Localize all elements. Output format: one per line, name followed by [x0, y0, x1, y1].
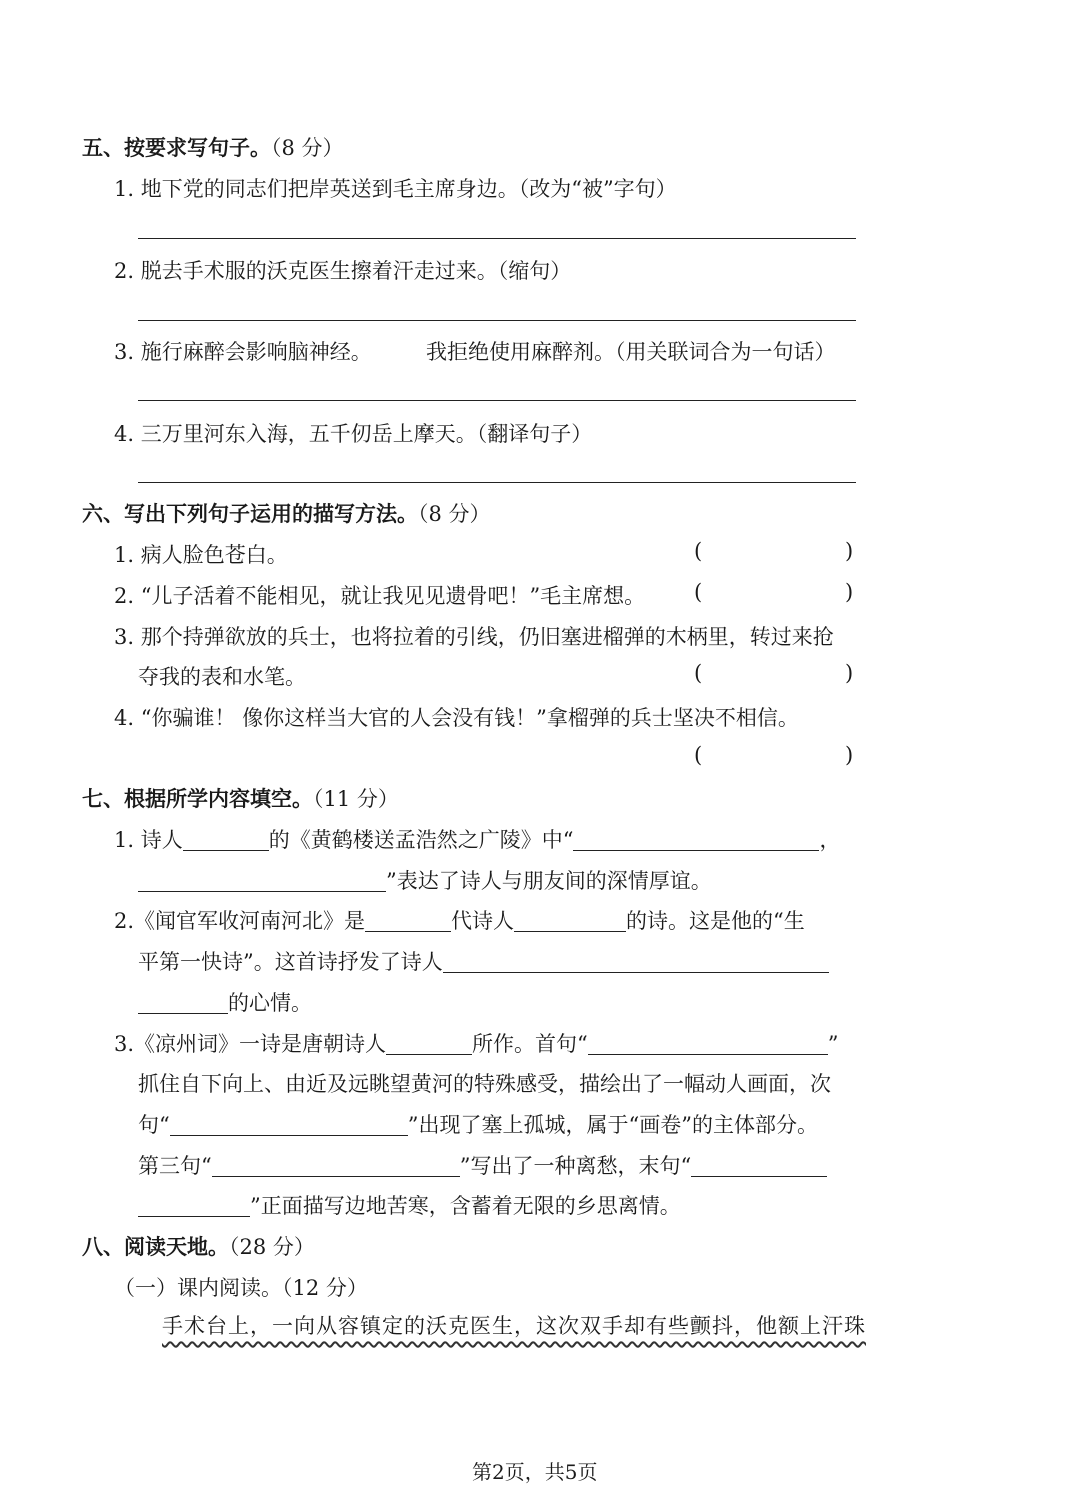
s5-item-2: 2. 脱去手术服的沃克医生擦着汗走过来。（缩句）: [114, 259, 572, 283]
answer-paren-close: ): [845, 580, 854, 604]
s7-q1-line1: 1. 诗人 的《黄鹤楼送孟浩然之广陵》中“ ，: [114, 828, 841, 852]
answer-paren-open[interactable]: (: [694, 580, 703, 604]
s5-item-1: 1. 地下党的同志们把岸英送到毛主席身边。（改为“被”字句）: [114, 177, 677, 201]
s6-item-1: 1. 病人脸色苍白。: [114, 543, 288, 567]
answer-paren-open[interactable]: (: [694, 539, 703, 563]
section7-title: 七、根据所学内容填空。: [82, 787, 313, 811]
fill-blank[interactable]: [170, 1113, 408, 1136]
s6-item-4: 4. “你骗谁！ 像你这样当大官的人会没有钱！”拿榴弹的兵士坚决不相信。: [114, 706, 799, 730]
s7-q2-line3: 的心情。: [138, 987, 312, 1017]
section6-points: （8 分）: [418, 502, 491, 526]
fill-blank[interactable]: [183, 828, 269, 851]
section8-heading: [82, 1231, 315, 1261]
s7-q2-line2: 平第一快诗”。这首诗抒发了诗人: [138, 946, 829, 976]
answer-paren-open[interactable]: (: [694, 743, 703, 767]
answer-paren-open[interactable]: (: [694, 661, 703, 685]
answer-line[interactable]: [138, 320, 856, 321]
section7-points: （11 分）: [313, 787, 399, 811]
reading-passage-line: 手术台上，一向从容镇定的沃克医生，这次双手却有些颤抖，他额上汗珠: [162, 1314, 866, 1338]
answer-line[interactable]: [138, 400, 856, 401]
fill-blank[interactable]: [443, 950, 829, 973]
s7-q2-line1: 2.《闻官军收河南河北》是 代诗人 的诗。这是他的“生: [114, 909, 805, 933]
fill-blank[interactable]: [514, 909, 626, 932]
fill-blank[interactable]: [588, 1032, 828, 1055]
section7-heading: [82, 783, 399, 813]
s7-q3-line4: 第三句“ ”写出了一种离愁，末句“: [138, 1150, 827, 1180]
section5-points: （8 分）: [271, 136, 344, 160]
s6-item-3-cont: 夺我的表和水笔。: [138, 665, 306, 689]
section8-title: 八、阅读天地。: [82, 1235, 229, 1259]
fill-blank[interactable]: [138, 869, 386, 892]
fill-blank[interactable]: [691, 1154, 827, 1177]
section5-title: 五、按要求写句子。: [82, 136, 271, 160]
section5-heading: [82, 132, 344, 162]
page-number: 第2页，共5页: [472, 1460, 598, 1484]
s7-q3-line5: ”正面描写边地苦寒，含蓄着无限的乡思离情。: [138, 1190, 681, 1220]
s5-item-3-tail: 我拒绝使用麻醉剂。（用关联词合为一句话）: [426, 340, 836, 364]
s7-q1-line2: ”表达了诗人与朋友间的深情厚谊。: [138, 865, 712, 895]
section6-title: 六、写出下列句子运用的描写方法。: [82, 502, 418, 526]
fill-blank[interactable]: [138, 991, 228, 1014]
section6-heading: [82, 498, 491, 528]
section8-points: （28 分）: [229, 1235, 315, 1259]
s7-q3-line1: 3.《凉州词》一诗是唐朝诗人 所作。首句“ ”: [114, 1032, 839, 1056]
answer-paren-close: ): [845, 743, 854, 767]
answer-paren-close: ): [845, 539, 854, 563]
reading-subsection-1: （一）课内阅读。（12 分）: [114, 1276, 368, 1300]
s7-q3-line2: 抓住自下向上、由近及远眺望黄河的特殊感受，描绘出了一幅动人画面，次: [138, 1072, 831, 1096]
answer-line[interactable]: [138, 238, 856, 239]
s5-item-4: 4. 三万里河东入海，五千仞岳上摩天。（翻译句子）: [114, 422, 593, 446]
answer-paren-close: ): [845, 661, 854, 685]
s6-item-3: 3. 那个持弹欲放的兵士，也将拉着的引线，仍旧塞进榴弹的木柄里，转过来抢: [114, 625, 834, 649]
fill-blank[interactable]: [386, 1032, 472, 1055]
fill-blank[interactable]: [138, 1194, 250, 1217]
fill-blank[interactable]: [573, 828, 819, 851]
fill-blank[interactable]: [212, 1154, 460, 1177]
answer-line[interactable]: [138, 482, 856, 483]
s5-item-3: 3. 施行麻醉会影响脑神经。: [114, 340, 372, 364]
s6-item-2: 2. “儿子活着不能相见，就让我见见遗骨吧！”毛主席想。: [114, 584, 646, 608]
fill-blank[interactable]: [365, 909, 451, 932]
s7-q3-line3: 句“ ”出现了塞上孤城，属于“画卷”的主体部分。: [138, 1113, 818, 1137]
